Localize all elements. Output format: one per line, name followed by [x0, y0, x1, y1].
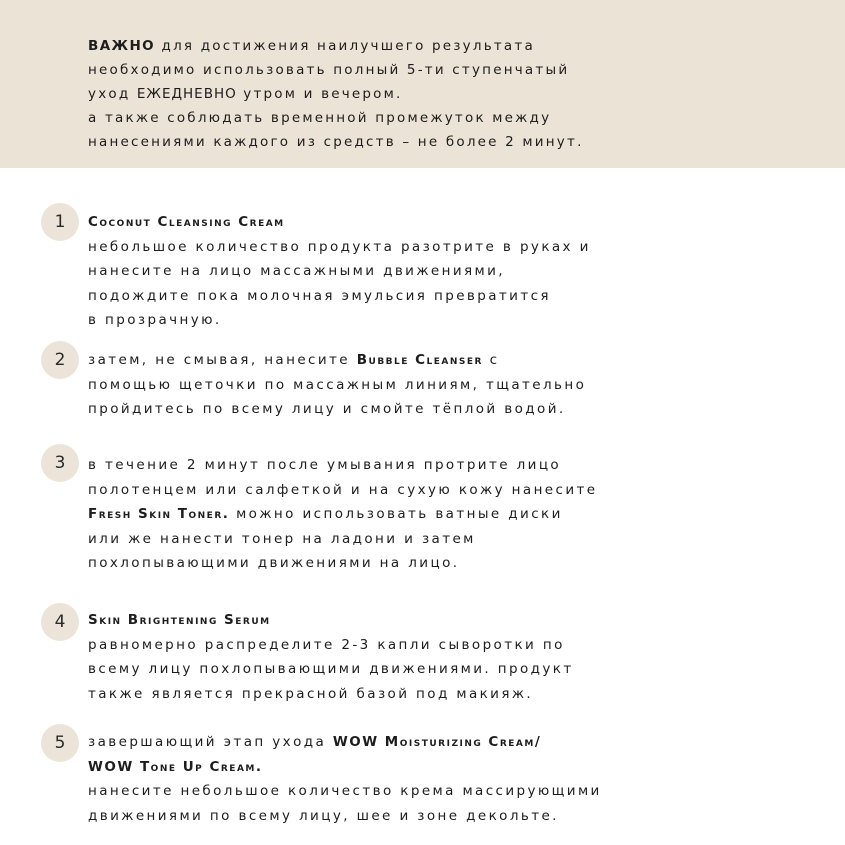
step-line: нанесите на лицо массажными движениями, — [88, 263, 505, 279]
step-line — [88, 348, 586, 373]
step-line: также является прекрасной базой под макияж. — [88, 685, 534, 702]
step-text — [88, 453, 597, 576]
step-title: Skin Brightening Serum — [88, 612, 271, 628]
step-line-part: с — [489, 352, 500, 368]
step-line-part: завершающий этап ухода — [88, 734, 327, 750]
step-line: небольшое количество продукта разотрите в руках и — [88, 238, 591, 255]
notice-text: уход — [88, 86, 131, 102]
step-line: в прозрачную. — [88, 312, 222, 328]
step-line: нанесите небольшое количество крема массирующими — [88, 783, 602, 799]
notice-line-5: нанесениями каждого из средств – не более 2 минут. — [88, 134, 584, 150]
notice-daily-word: ЕЖЕДНЕВНО — [136, 86, 237, 102]
notice-line-3 — [88, 82, 815, 106]
step-line-part: можно использовать ватные диски — [236, 506, 563, 522]
step-line: всему лицу похлопывающими движениями. продукт — [88, 661, 574, 677]
product-name: Fresh Skin Toner. — [88, 506, 230, 522]
step-line: похлопывающими движениями на лицо. — [88, 555, 460, 571]
notice-line-1 — [88, 34, 815, 58]
step-line: движениями по всему лицу, шее и зоне декольте. — [88, 807, 559, 824]
step-text — [88, 608, 574, 706]
product-name: WOW Tone Up Cream. — [88, 758, 263, 775]
notice-important-word: ВАЖНО — [88, 38, 156, 54]
step-line — [88, 502, 597, 527]
notice-text: для достижения наилучшего результата — [161, 38, 535, 54]
step-text — [88, 348, 586, 422]
step-line: помощью щеточки по массажным линиям, тщательно — [88, 376, 587, 393]
notice-line-2: необходимо использовать полный 5-ти ступенчатый — [88, 62, 570, 78]
step-line-part: затем, не смывая, нанесите — [88, 352, 351, 368]
step-line — [88, 755, 602, 780]
step-number-badge: 1 — [41, 203, 79, 241]
step-number-badge: 3 — [41, 444, 79, 482]
step-line: или же нанести тонер на ладони и затем — [88, 530, 476, 547]
step-text — [88, 210, 591, 333]
notice-line-4: а также соблюдать временной промежуток между — [88, 110, 552, 126]
step-line: полотенцем или салфеткой и на сухую кожу нанесите — [88, 481, 598, 498]
step-title: Coconut Cleansing Cream — [88, 214, 285, 230]
important-notice-banner — [0, 0, 845, 168]
step-line — [88, 730, 602, 755]
step-number-badge: 2 — [41, 341, 79, 379]
step-text — [88, 730, 602, 828]
notice-text: утром и вечером. — [243, 86, 403, 102]
product-name: Bubble Cleanser — [356, 352, 483, 368]
step-line: равномерно распределите 2-3 капли сыворотки по — [88, 636, 565, 653]
step-line: пройдитесь по всему лицу и смойте тёплой водой. — [88, 401, 566, 417]
step-number-badge: 5 — [41, 724, 79, 762]
step-line: подождите пока молочная эмульсия превратится — [88, 287, 551, 304]
step-number-badge: 4 — [41, 603, 79, 641]
product-name: WOW Moisturizing Cream/ — [332, 734, 542, 750]
step-line: в течение 2 минут после умывания протрите лицо — [88, 457, 562, 473]
